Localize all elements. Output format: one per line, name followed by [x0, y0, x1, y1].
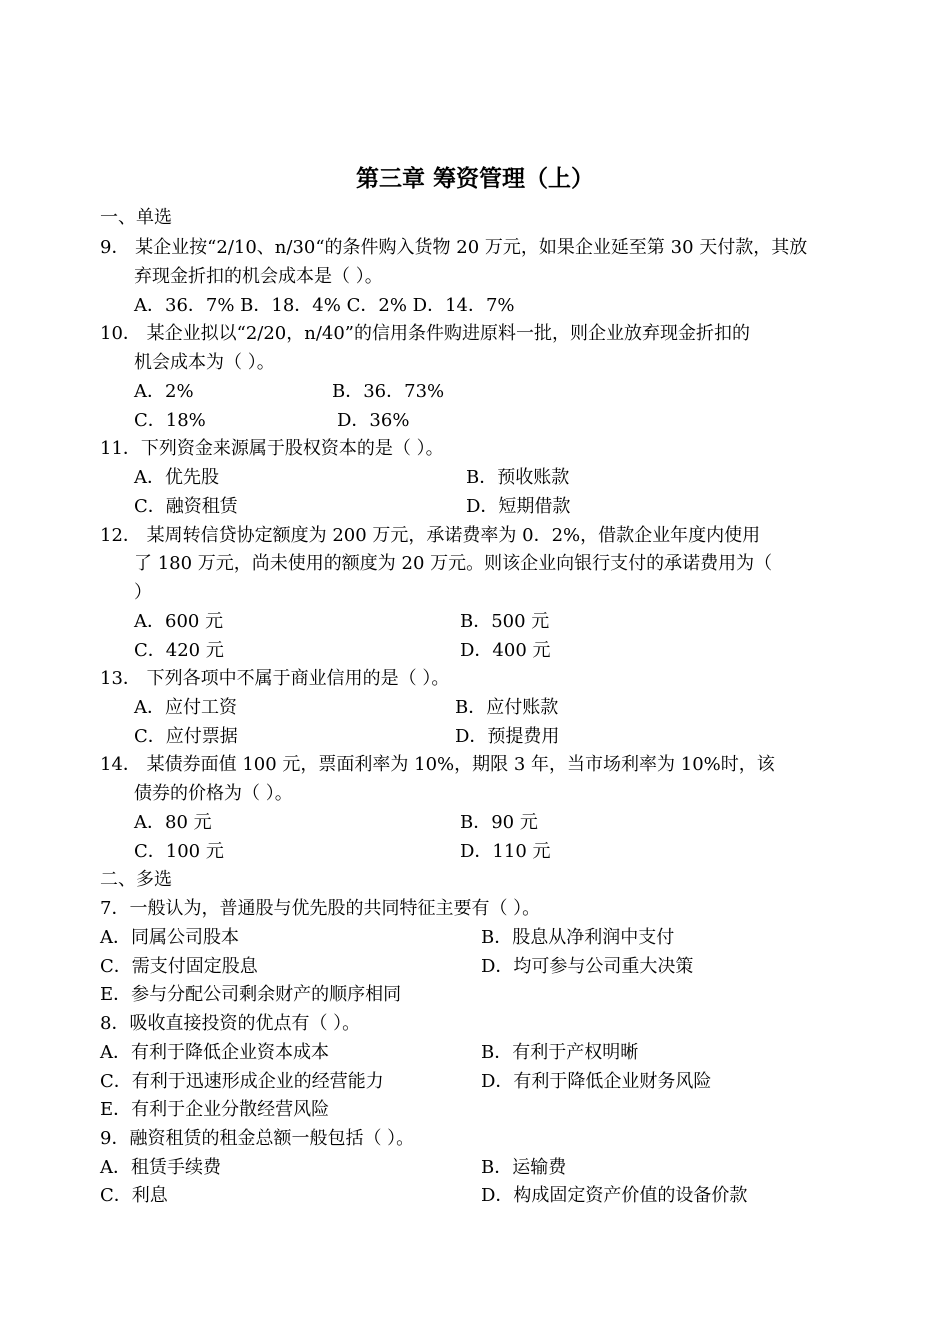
- question-10-text-cont: 机会成本为（ ）。: [134, 352, 275, 373]
- multi-question-7-option-b: B．股息从净利润中支付: [481, 927, 675, 948]
- question-9-options: A．36．7% B．18．4% C．2% D．14．7%: [134, 295, 515, 316]
- multi-question-9-option-d: D．构成固定资产价值的设备价款: [481, 1185, 748, 1206]
- multi-question-7-option-d: D．均可参与公司重大决策: [481, 956, 694, 977]
- question-10-option-a: A．2%: [134, 381, 194, 402]
- question-13-text: 13． 下列各项中不属于商业信用的是（ ）。: [100, 668, 450, 689]
- multi-question-8-option-b: B．有利于产权明晰: [481, 1042, 639, 1063]
- multi-question-9-text: 9．融资租赁的租金总额一般包括（ ）。: [100, 1128, 415, 1149]
- question-14-text-cont: 债券的价格为（ ）。: [134, 783, 293, 804]
- question-12-text-end: ）: [134, 582, 152, 603]
- question-14-option-a: A．80 元: [134, 812, 212, 833]
- question-11-option-b: B．预收账款: [466, 467, 570, 488]
- multi-question-8-option-a: A．有利于降低企业资本成本: [100, 1042, 329, 1063]
- section-heading-multi: 二、多选: [100, 869, 172, 890]
- section-heading-single: 一、单选: [100, 207, 172, 228]
- multi-question-9-option-b: B．运输费: [481, 1157, 567, 1178]
- question-14-option-c: C．100 元: [134, 841, 224, 862]
- question-10-option-d: D．36%: [337, 410, 410, 431]
- question-12-option-c: C．420 元: [134, 640, 224, 661]
- multi-question-8-option-c: C．有利于迅速形成企业的经营能力: [100, 1071, 384, 1092]
- multi-question-7-text: 7．一般认为，普通股与优先股的共同特征主要有（ ）。: [100, 898, 541, 919]
- question-12-text-cont: 了 180 万元，尚未使用的额度为 20 万元。则该企业向银行支付的承诺费用为（: [134, 553, 773, 574]
- question-10-text: 10． 某企业拟以“2/20，n/40”的信用条件购进原料一批，则企业放弃现金折扣的: [100, 323, 751, 344]
- question-12-option-d: D．400 元: [460, 640, 551, 661]
- question-14-option-b: B．90 元: [460, 812, 538, 833]
- question-11-option-d: D．短期借款: [466, 496, 571, 517]
- question-9-text-cont: 弃现金折扣的机会成本是（ ）。: [134, 266, 383, 287]
- multi-question-7-option-e: E．参与分配公司剩余财产的顺序相同: [100, 984, 402, 1005]
- question-11-option-a: A．优先股: [134, 467, 219, 488]
- question-11-text: 11．下列资金来源属于股权资本的是（ ）。: [100, 438, 444, 459]
- multi-question-8-text: 8．吸收直接投资的优点有（ ）。: [100, 1013, 361, 1034]
- question-13-option-d: D．预提费用: [455, 726, 560, 747]
- multi-question-8-option-d: D．有利于降低企业财务风险: [481, 1071, 712, 1092]
- multi-question-7-option-c: C．需支付固定股息: [100, 956, 258, 977]
- question-14-text: 14． 某债券面值 100 元，票面利率为 10%，期限 3 年，当市场利率为 10%时，该: [100, 754, 775, 775]
- question-12-option-a: A．600 元: [134, 611, 224, 632]
- question-10-option-b: B．36．73%: [332, 381, 445, 402]
- chapter-title: 第三章 筹资管理（上）: [355, 166, 594, 192]
- question-9-text: 9． 某企业按“2/10、n/30“的条件购入货物 20 万元，如果企业延至第 30 天付款，其放: [100, 237, 808, 258]
- question-12-text: 12． 某周转信贷协定额度为 200 万元，承诺费率为 0．2%，借款企业年度内使用: [100, 525, 761, 546]
- multi-question-8-option-e: E．有利于企业分散经营风险: [100, 1099, 330, 1120]
- multi-question-9-option-c: C．利息: [100, 1185, 168, 1206]
- question-14-option-d: D．110 元: [460, 841, 551, 862]
- question-10-option-c: C．18%: [134, 410, 206, 431]
- question-13-option-a: A．应付工资: [134, 697, 237, 718]
- multi-question-7-option-a: A．同属公司股本: [100, 927, 239, 948]
- question-11-option-c: C．融资租赁: [134, 496, 238, 517]
- question-13-option-b: B．应付账款: [455, 697, 559, 718]
- question-13-option-c: C．应付票据: [134, 726, 238, 747]
- multi-question-9-option-a: A．租赁手续费: [100, 1157, 221, 1178]
- question-12-option-b: B．500 元: [460, 611, 550, 632]
